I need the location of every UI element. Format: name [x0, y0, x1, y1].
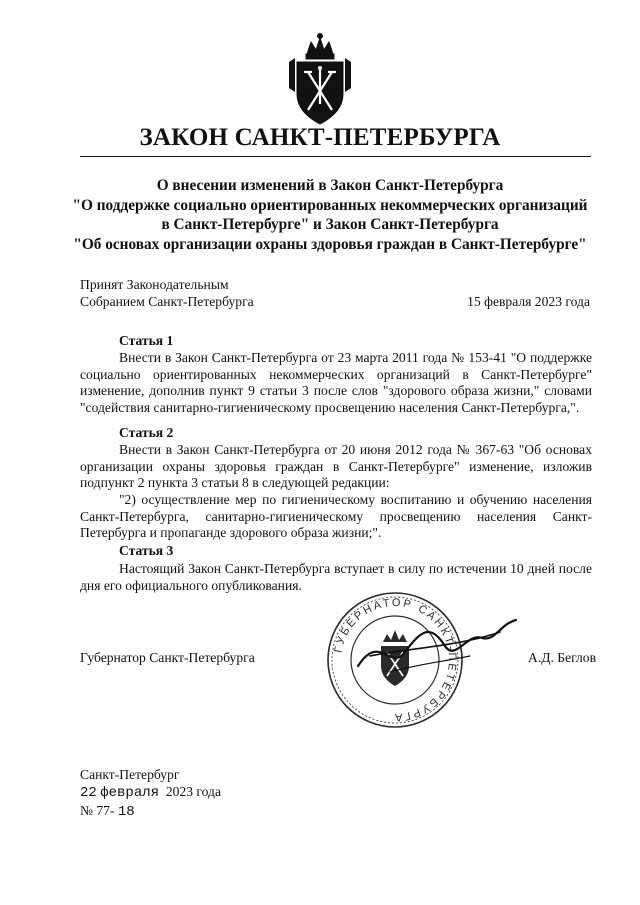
- law-heading: [60, 176, 600, 254]
- title-divider: [80, 156, 591, 157]
- governor-name: А.Д. Беглов: [528, 650, 597, 665]
- article-2-text: Внести в Закон Санкт-Петербурга от 20 июня 2012 года № 367-63 "Об основах организации охраны здоровья граждан в Санкт-Петербурге" изменение, изложив подпункт 2 пункта 3 статьи 8 в следующей редакции:: [80, 442, 592, 491]
- heading-line: О внесении изменений в Закон Санкт-Петербурга: [156, 177, 504, 194]
- heading-line: в Санкт-Петербурге" и Закон Санкт-Петербурга: [161, 216, 499, 233]
- article-2-title: Статья 2: [119, 425, 174, 440]
- article-3-title: Статья 3: [119, 543, 174, 558]
- handwritten-signature: [350, 612, 520, 684]
- adoption-note-line: Собранием Санкт-Петербурга: [80, 294, 254, 309]
- governor-title: Губернатор Санкт-Петербурга: [80, 650, 255, 665]
- signing-date: [80, 783, 221, 802]
- law-number-prefix: № 77-: [80, 803, 115, 818]
- signing-place: Санкт-Петербург: [80, 767, 180, 782]
- law-number: [80, 802, 221, 821]
- signing-details: [80, 766, 221, 821]
- coat-of-arms-icon: [283, 32, 357, 128]
- adoption-date: 15 февраля 2023 года: [467, 294, 590, 309]
- stamp-text: ГУБЕРНАТОР САНКТ-ПЕТЕРБУРГА: [332, 596, 459, 724]
- signing-year: 2023 года: [165, 784, 222, 799]
- signing-day: 22: [80, 785, 97, 801]
- law-number-suffix: 18: [117, 804, 135, 820]
- article-3-text: Настоящий Закон Санкт-Петербурга вступает в силу по истечении 10 дней после дня его официального опубликования.: [80, 561, 592, 593]
- heading-line: "Об основах организации охраны здоровья граждан в Санкт-Петербурге": [73, 235, 587, 253]
- adoption-note-line: Принят Законодательным: [80, 277, 229, 292]
- signing-month: февраля: [100, 785, 160, 801]
- article-1-text: Внести в Закон Санкт-Петербурга от 23 марта 2011 года № 153-41 "О поддержке социально ориентированных некоммерческих организаций в Санкт-Петербурге" изменение, дополнив пункт 9 статьи 3 после слов "здорового образа жизни," словами "содействия санитарно-гигиеническому просвещению населения Санкт-Петербурга,".: [80, 350, 592, 415]
- adoption-note: [80, 276, 254, 310]
- article-2-quote: "2) осуществление мер по гигиеническому воспитанию и обучению населения Санкт-Петербурга, санитарно-гигиеническому просвещению населения Санкт-Петербурга и пропаганде здорового образа жизни;".: [80, 492, 592, 541]
- law-title: ЗАКОН САНКТ-ПЕТЕРБУРГА: [139, 124, 501, 151]
- article-1-title: Статья 1: [119, 333, 174, 348]
- heading-line: "О поддержке социально ориентированных некоммерческих организаций: [72, 196, 588, 214]
